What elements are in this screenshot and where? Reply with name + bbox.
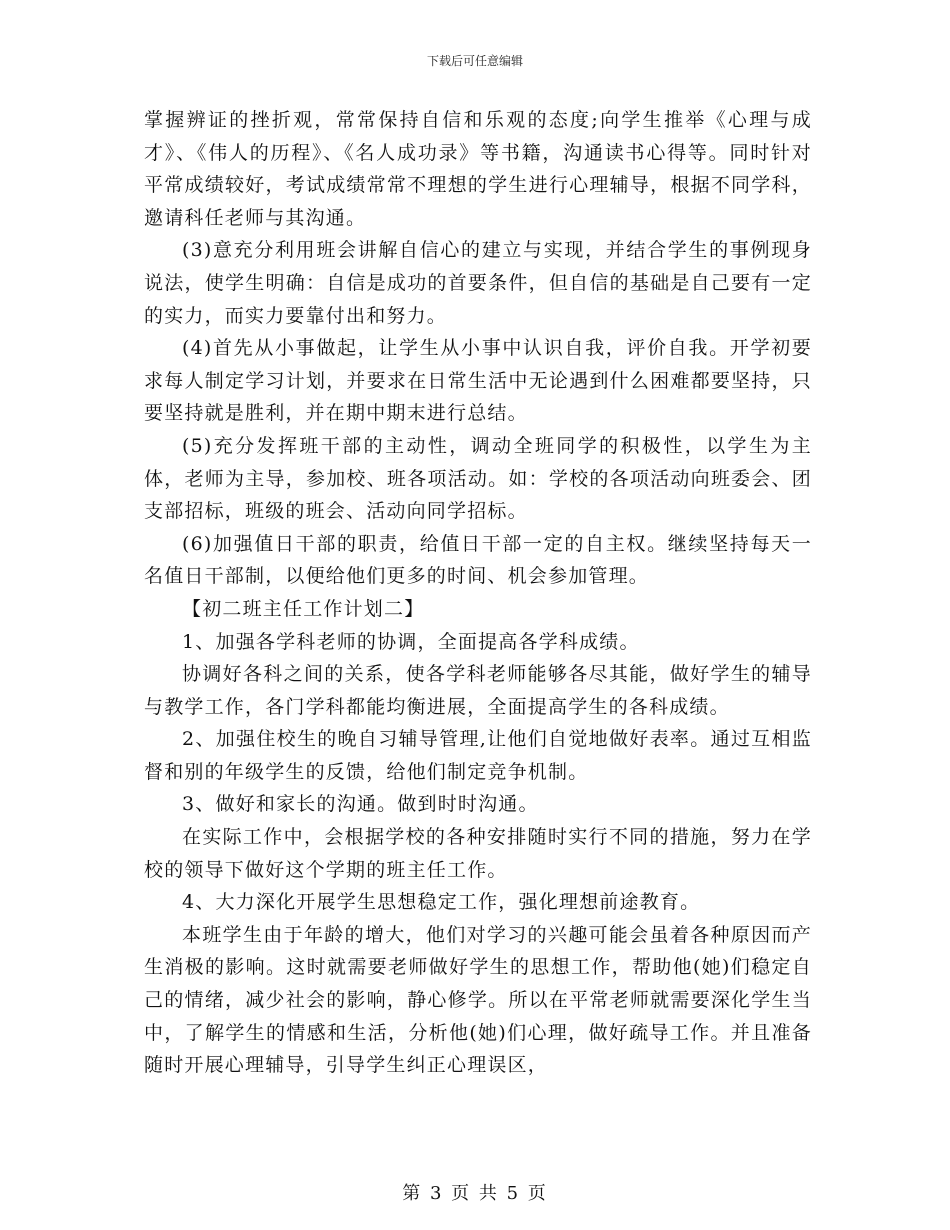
paragraph: (5)充分发挥班干部的主动性，调动全班同学的积极性，以学生为主体，老师为主导，参加校、班各项活动。如：学校的各项活动向班委会、团支部招标，班级的班会、活动向同学招标。 [144,434,812,523]
paragraph: (3)意充分利用班会讲解自信心的建立与实现，并结合学生的事例现身说法，使学生明确：自信是成功的首要条件，但自信的基础是自己要有一定的实力，而实力要靠付出和努力。 [144,239,812,327]
paragraph: 2、加强住校生的晚自习辅导管理,让他们自觉地做好表率。通过互相监督和别的年级学生的反馈，给他们制定竞争机制。 [144,728,812,783]
paragraph: (4)首先从小事做起，让学生从小事中认识自我，评价自我。开学初要求每人制定学习计划，并要求在日常生活中无论遇到什么困难都要坚持，只要坚持就是胜利，并在期中期末进行总结。 [144,337,812,425]
page-header: 下载后可任意编辑 [426,54,523,68]
paragraph: (6)加强值日干部的职责，给值日干部一定的自主权。继续坚持每天一名值日干部制，以便给他们更多的时间、机会参加管理。 [144,532,812,588]
list-item-heading: 1、加强各学科老师的协调，全面提高各学科成绩。 [182,630,640,653]
paragraph: 掌握辨证的挫折观，常常保持自信和乐观的态度;向学生推举《心理与成才》、《伟人的历程》、《名人成功录》等书籍，沟通读书心得等。同时针对平常成绩较好，考试成绩常常不理想的学生进行心理辅导，根据不同学科，邀请科任老师与其沟通。 [144,109,812,229]
list-item-heading: 3、做好和家长的沟通。做到时时沟通。 [182,793,539,816]
paragraph: 本班学生由于年龄的增大，他们对学习的兴趣可能会虽着各种原因而产生消极的影响。这时就需要老师做好学生的思想工作，帮助他(她)们稳定自己的情绪，减少社会的影响，静心修学。所以在平常老师就需要深化学生当中，了解学生的情感和生活，分析他(她)们心理，做好疏导工作。并且准备随时开展心理辅导，引导学生纠正心理误区， [144,923,812,1077]
page-footer: 第 3 页 共 5 页 [402,1183,548,1204]
document-body [144,104,812,1082]
list-item-heading: 4、大力深化开展学生思想稳定工作，强化理想前途教育。 [182,891,701,914]
section-heading: 【初二班主任工作计划二】 [182,597,425,620]
paragraph: 协调好各科之间的关系，使各学科老师能够各尽其能，做好学生的辅导与教学工作，各门学科都能均衡进展，全面提高学生的各科成绩。 [144,663,812,718]
paragraph: 在实际工作中，会根据学校的各种安排随时实行不同的措施，努力在学校的领导下做好这个学期的班主任工作。 [144,826,812,881]
